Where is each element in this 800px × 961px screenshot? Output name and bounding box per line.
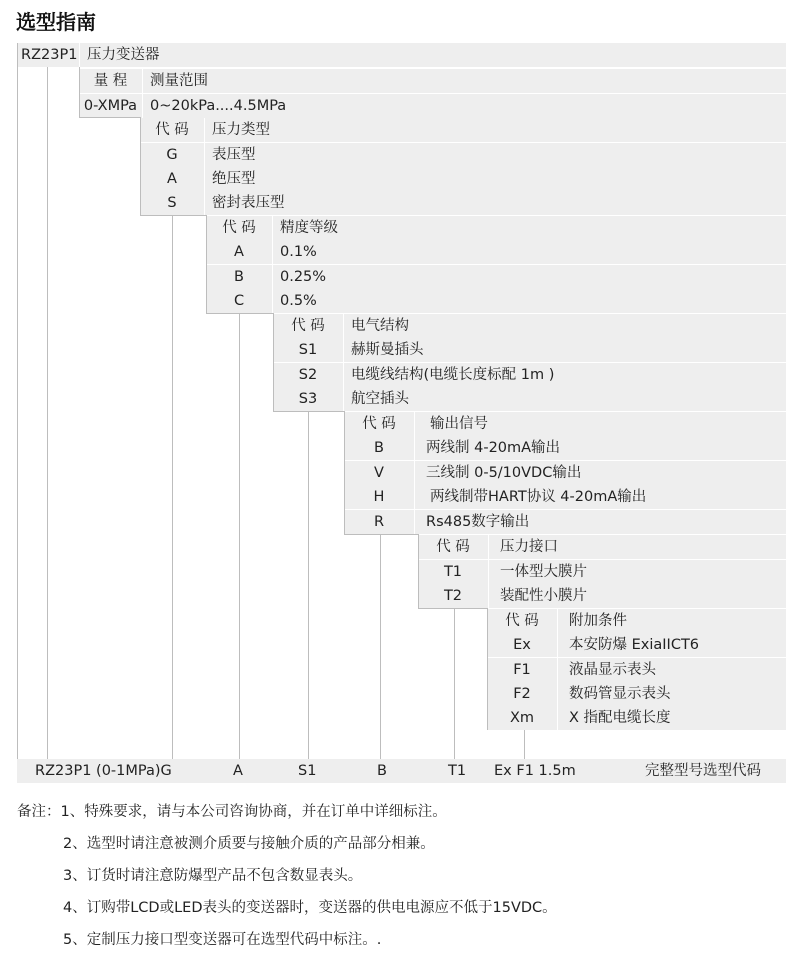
pressure-type-row <box>140 167 786 191</box>
note-item: 2、选型时请注意被测介质要与接触介质的产品部分相兼。 <box>63 836 435 852</box>
accuracy-row <box>206 240 786 264</box>
example-code-row <box>17 759 786 783</box>
accuracy-header-code: 代 码 <box>222 220 256 236</box>
extras-desc: 数码管显示表头 <box>569 686 671 702</box>
extras-row <box>487 706 786 730</box>
pressure-type-desc: 绝压型 <box>212 171 256 187</box>
extras-code: F1 <box>513 662 531 678</box>
example-label: 完整型号选型代码 <box>645 763 761 779</box>
pressure-type-desc: 表压型 <box>212 147 256 163</box>
output-header-row <box>344 412 786 436</box>
range-header-code: 量 程 <box>93 73 128 89</box>
range-row <box>79 94 786 118</box>
note-item: 4、订购带LCD或LED表头的变送器时，变送器的供电电源应不低于15VDC。 <box>63 900 557 916</box>
accuracy-row <box>206 265 786 289</box>
extras-row <box>487 633 786 657</box>
electrical-desc: 赫斯曼插头 <box>351 342 424 358</box>
electrical-row <box>273 338 786 362</box>
accuracy-code: C <box>233 293 245 309</box>
connection-code: T2 <box>443 588 463 604</box>
electrical-header-name: 电气结构 <box>351 318 409 334</box>
example-model: RZ23P1 (0-1MPa)G <box>35 763 172 779</box>
output-code: B <box>374 440 384 456</box>
example-electrical: S1 <box>298 763 317 779</box>
pressure-type-header-code: 代 码 <box>155 122 189 138</box>
connection-row <box>418 584 786 608</box>
connection-desc: 装配性小膜片 <box>500 588 587 604</box>
extras-header-code: 代 码 <box>505 613 539 629</box>
output-desc: Rs485数字输出 <box>426 514 530 530</box>
accuracy-code: B <box>234 269 244 285</box>
connection-row <box>418 560 786 584</box>
pressure-type-row <box>140 143 786 167</box>
pressure-type-code: G <box>166 147 178 163</box>
extras-code: Ex <box>513 637 531 653</box>
extras-header-name: 附加条件 <box>569 613 627 629</box>
output-header-code: 代 码 <box>362 416 396 432</box>
range-header-row <box>79 69 786 93</box>
range-header-name: 测量范围 <box>150 73 208 89</box>
note-item: 5、定制压力接口型变送器可在选型代码中标注。. <box>63 932 382 948</box>
output-row <box>344 485 786 509</box>
electrical-row <box>273 363 786 387</box>
output-desc: 两线制 4-20mA输出 <box>426 440 561 456</box>
accuracy-desc: 0.5% <box>280 293 317 309</box>
pressure-type-header-row <box>140 118 786 142</box>
example-accuracy: A <box>233 763 243 779</box>
extras-code: Xm <box>509 710 535 726</box>
accuracy-header-name: 精度等级 <box>280 220 338 236</box>
output-row <box>344 436 786 460</box>
pressure-type-row <box>140 191 786 215</box>
electrical-code: S3 <box>298 391 318 407</box>
example-connection: T1 <box>448 763 467 779</box>
output-row <box>344 510 786 534</box>
output-code: R <box>373 514 385 530</box>
pressure-type-desc: 密封表压型 <box>212 195 285 211</box>
pressure-type-header-name: 压力类型 <box>212 122 270 138</box>
accuracy-desc: 0.1% <box>280 244 317 260</box>
electrical-header-row <box>273 314 786 338</box>
extras-row <box>487 682 786 706</box>
note-item: 备注：1、特殊要求，请与本公司咨询协商，并在订单中详细标注。 <box>17 804 447 820</box>
output-desc: 两线制带HART协议 4-20mA输出 <box>430 489 647 505</box>
electrical-row <box>273 387 786 411</box>
model-row <box>17 43 786 67</box>
connection-header-row <box>418 535 786 559</box>
connection-header-code: 代 码 <box>436 539 470 555</box>
extras-desc: X 指配电缆长度 <box>569 710 671 726</box>
range-desc: 0~20kPa....4.5MPa <box>150 98 287 114</box>
extras-code: F2 <box>513 686 531 702</box>
output-desc: 三线制 0-5/10VDC输出 <box>426 465 582 481</box>
example-output: B <box>377 763 387 779</box>
connection-header-name: 压力接口 <box>500 539 558 555</box>
accuracy-desc: 0.25% <box>280 269 327 285</box>
output-row <box>344 461 786 485</box>
output-header-name: 输出信号 <box>430 416 488 432</box>
model-code: RZ23P1 <box>21 47 78 63</box>
electrical-desc: 航空插头 <box>351 391 409 407</box>
output-code: H <box>373 489 385 505</box>
output-code: V <box>374 465 384 481</box>
extras-row <box>487 658 786 682</box>
extras-header-row <box>487 609 786 633</box>
electrical-code: S2 <box>298 367 318 383</box>
connection-code: T1 <box>443 564 463 580</box>
accuracy-code: A <box>234 244 244 260</box>
electrical-desc: 电缆线结构(电缆长度标配 1m ) <box>351 367 555 383</box>
electrical-header-code: 代 码 <box>291 318 325 334</box>
connection-desc: 一体型大膜片 <box>500 564 587 580</box>
page-title: 选型指南 <box>16 10 96 34</box>
accuracy-header-row <box>206 216 786 240</box>
example-extras: Ex F1 1.5m <box>494 763 576 779</box>
accuracy-row <box>206 289 786 313</box>
extras-desc: 本安防爆 ExiaIICT6 <box>569 637 700 653</box>
pressure-type-code: A <box>167 171 177 187</box>
electrical-code: S1 <box>298 342 318 358</box>
model-desc: 压力变送器 <box>87 47 160 63</box>
note-item: 3、订货时请注意防爆型产品不包含数显表头。 <box>63 868 363 884</box>
pressure-type-code: S <box>167 195 177 211</box>
extras-desc: 液晶显示表头 <box>569 662 656 678</box>
range-code: 0-XMPa <box>83 98 138 114</box>
